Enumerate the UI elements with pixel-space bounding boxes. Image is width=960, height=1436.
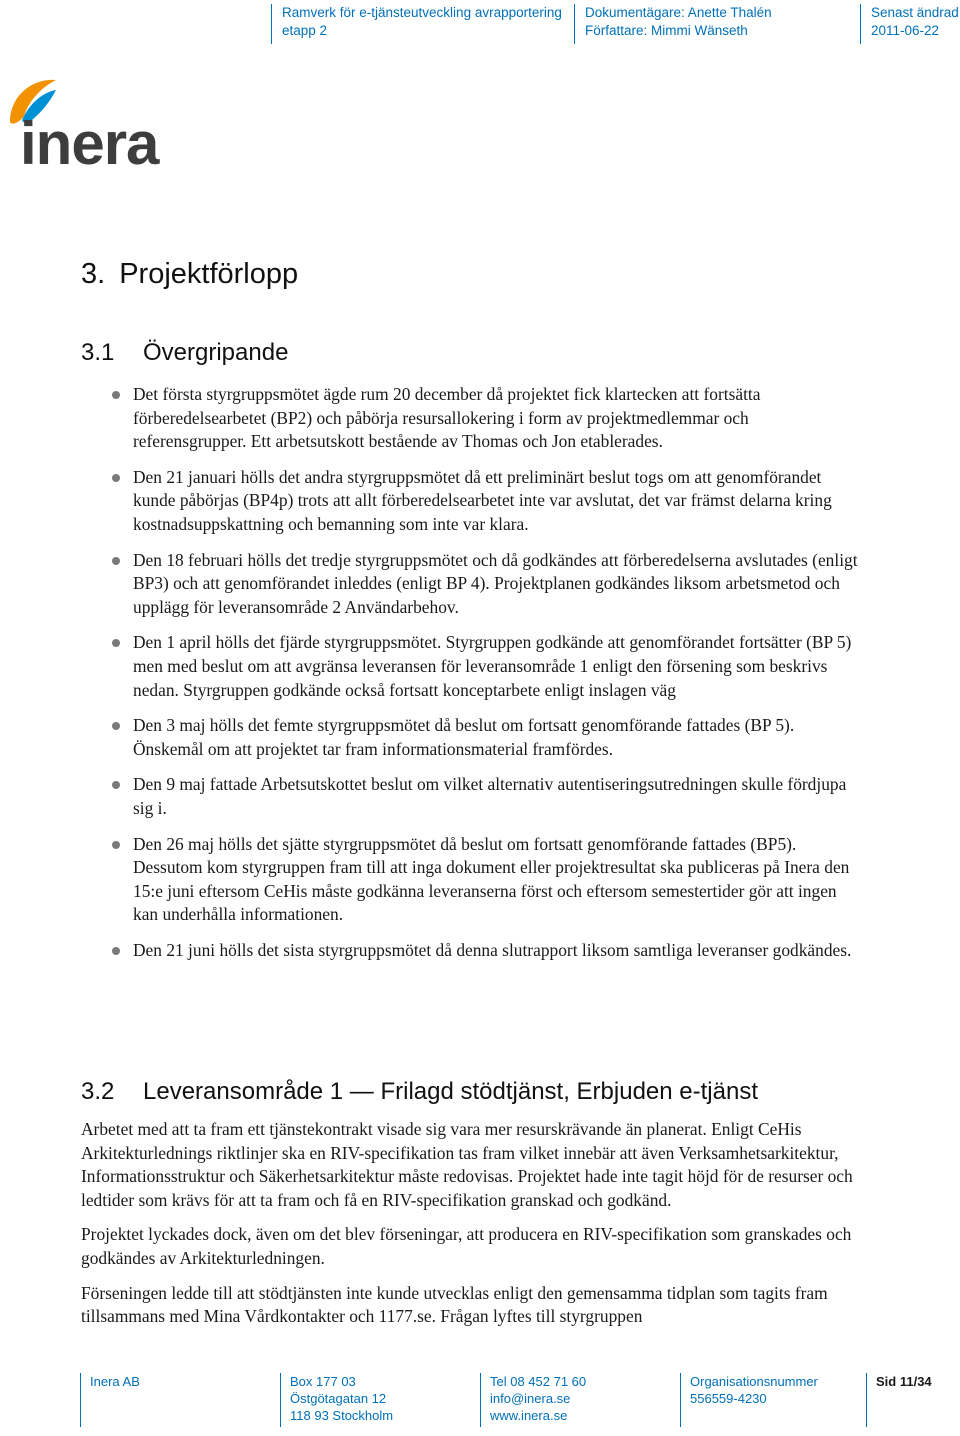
footer-postal: 118 93 Stockholm [290, 1408, 394, 1423]
header-date [860, 4, 960, 44]
inera-logo-text: inera [20, 110, 159, 177]
bullet-dot-icon [112, 391, 120, 399]
bullet-dot-icon [112, 841, 120, 849]
bullet-item [133, 939, 863, 963]
section-title: Projektförlopp [119, 258, 299, 290]
subsection-number: 3.1 [81, 339, 115, 366]
bullet-text: Den 3 maj hölls det femte styrgruppsmötet då beslut om fortsatt genomförande fattades (BP 5). Önskemål om att projektet tar fram informationsmaterial framfördes. [133, 715, 795, 759]
inera-logo [4, 76, 168, 176]
bullet-dot-icon [112, 947, 120, 955]
bullet-text: Den 18 februari hölls det tredje styrgruppsmötet och då godkändes att förberedelserna avslutades (enligt BP3) och att genomförandet inleddes (enligt BP 4). Projektplanen godkändes liksom arbetsmetod och upplägg för leveransområde 2 Användarbehov. [133, 549, 858, 617]
meeting-bullet-list [133, 383, 863, 974]
footer-box: Box 177 03 [290, 1374, 356, 1389]
header-author: Författare: Mimmi Wänseth [585, 23, 748, 38]
header-people [574, 4, 854, 44]
bullet-item [133, 714, 863, 761]
footer-contact [480, 1373, 670, 1427]
header-title-line1: Ramverk för e-tjänsteutveckling avrapportering [282, 5, 562, 20]
footer-address [280, 1373, 470, 1427]
section-number: 3. [81, 258, 106, 290]
section-heading [81, 256, 298, 292]
footer-org-label: Organisationsnummer [690, 1374, 818, 1389]
subsection-heading-3-1 [81, 338, 288, 368]
bullet-text: Den 1 april hölls det fjärde styrgruppsmötet. Styrgruppen godkände att genomförandet fortsätter (BP 5) men med beslut om att avgränsa leveransen för leveransområde 1 enligt den försening som beskrivs nedan. Styrgruppen godkände också fortsatt konceptarbete enligt inslagen väg [133, 632, 852, 700]
bullet-item [133, 631, 863, 702]
bullet-dot-icon [112, 781, 120, 789]
header-title-line2: etapp 2 [282, 23, 328, 38]
subsection-heading-3-2 [81, 1077, 758, 1107]
bullet-text: Det första styrgruppsmötet ägde rum 20 december då projektet fick klartecken att fortsätta förberedelsearbetet (BP2) och påbörja resursallokering i form av projektmedlemmar och referensgrupper. Ett arbetsutskott bestående av Thomas och Jon etablerades. [133, 384, 761, 452]
subsection-title: Övergripande [143, 339, 289, 366]
bullet-item [133, 383, 863, 454]
bullet-dot-icon [112, 474, 120, 482]
page-number: Sid 11/34 [876, 1374, 932, 1389]
footer-org-number: 556559-4230 [690, 1391, 767, 1406]
footer-company [80, 1373, 270, 1427]
footer-company-name: Inera AB [90, 1374, 140, 1389]
footer-org [680, 1373, 860, 1427]
bullet-text: Den 9 maj fattade Arbetsutskottet beslut om vilket alternativ autentiseringsutredningen skulle fördjupa sig i. [133, 774, 847, 818]
footer-phone: Tel 08 452 71 60 [490, 1374, 587, 1389]
bullet-item [133, 833, 863, 927]
body-paragraph: Förseningen ledde till att stödtjänsten inte kunde utvecklas enligt den gemensamma tidplan som tagits fram tillsammans med Mina Vårdkontakter och 1177.se. Frågan lyftes till styrgruppen [81, 1282, 828, 1327]
body-paragraph: Arbetet med att ta fram ett tjänstekontrakt visade sig vara mer resurskrävande än planerat. Enligt CeHis Arkitekturlednings riktlinjer ska en RIV-specifikation tas fram vilket innebär att även Verksamhetsarkitektur, Informationsstruktur och Säkerhetsarkitektur måste redovisas. Projektet hade inte tagit höjd för de resurser och ledtider som krävs för att ta fram och få en RIV-specifikation granskad och godkänd. [81, 1119, 853, 1210]
bullet-dot-icon [112, 557, 120, 565]
bullet-item [133, 549, 863, 620]
bullet-dot-icon [112, 722, 120, 730]
bullet-text: Den 21 januari hölls det andra styrgruppsmötet då ett preliminärt beslut togs om att genomförandet kunde påbörjas (BP4p) trots att allt förberedelsearbetet inte var avslutat, det var främst delarna kring kostnadsuppskattning och bemanning som inte var klara. [133, 466, 832, 534]
header-document-title [271, 4, 571, 44]
bullet-text: Den 26 maj hölls det sjätte styrgruppsmötet då beslut om fortsatt genomförande fattades (BP5). Dessutom kom styrgruppen fram till att inga dokument eller projektresultat ska publiceras på Inera den 15:e juni eftersom CeHis måste godkänna leveranserna först och eftersom semestertider gör att ingen kan underhålla informationen. [133, 833, 850, 925]
header-date-value: 2011-06-22 [871, 23, 940, 38]
footer-email[interactable]: info@inera.se [490, 1391, 571, 1406]
subsection-title: Leveransområde 1 — Frilagd stödtjänst, Erbjuden e-tjänst [143, 1078, 758, 1105]
footer-web-link[interactable]: www.inera.se [490, 1408, 568, 1423]
bullet-item [133, 466, 863, 537]
footer-street: Östgötagatan 12 [290, 1391, 387, 1406]
header-owner: Dokumentägare: Anette Thalén [585, 5, 772, 20]
bullet-text: Den 21 juni hölls det sista styrgruppsmötet då denna slutrapport liksom samtliga leveranser godkändes. [133, 939, 852, 960]
subsection-body [81, 1118, 871, 1340]
footer-page-number [866, 1373, 960, 1427]
subsection-number: 3.2 [81, 1078, 115, 1105]
header-date-label: Senast ändrad [871, 5, 959, 20]
bullet-dot-icon [112, 639, 120, 647]
bullet-item [133, 773, 863, 820]
body-paragraph: Projektet lyckades dock, även om det blev förseningar, att producera en RIV-specifikation som granskades och godkändes av Arkitekturledningen. [81, 1224, 852, 1268]
